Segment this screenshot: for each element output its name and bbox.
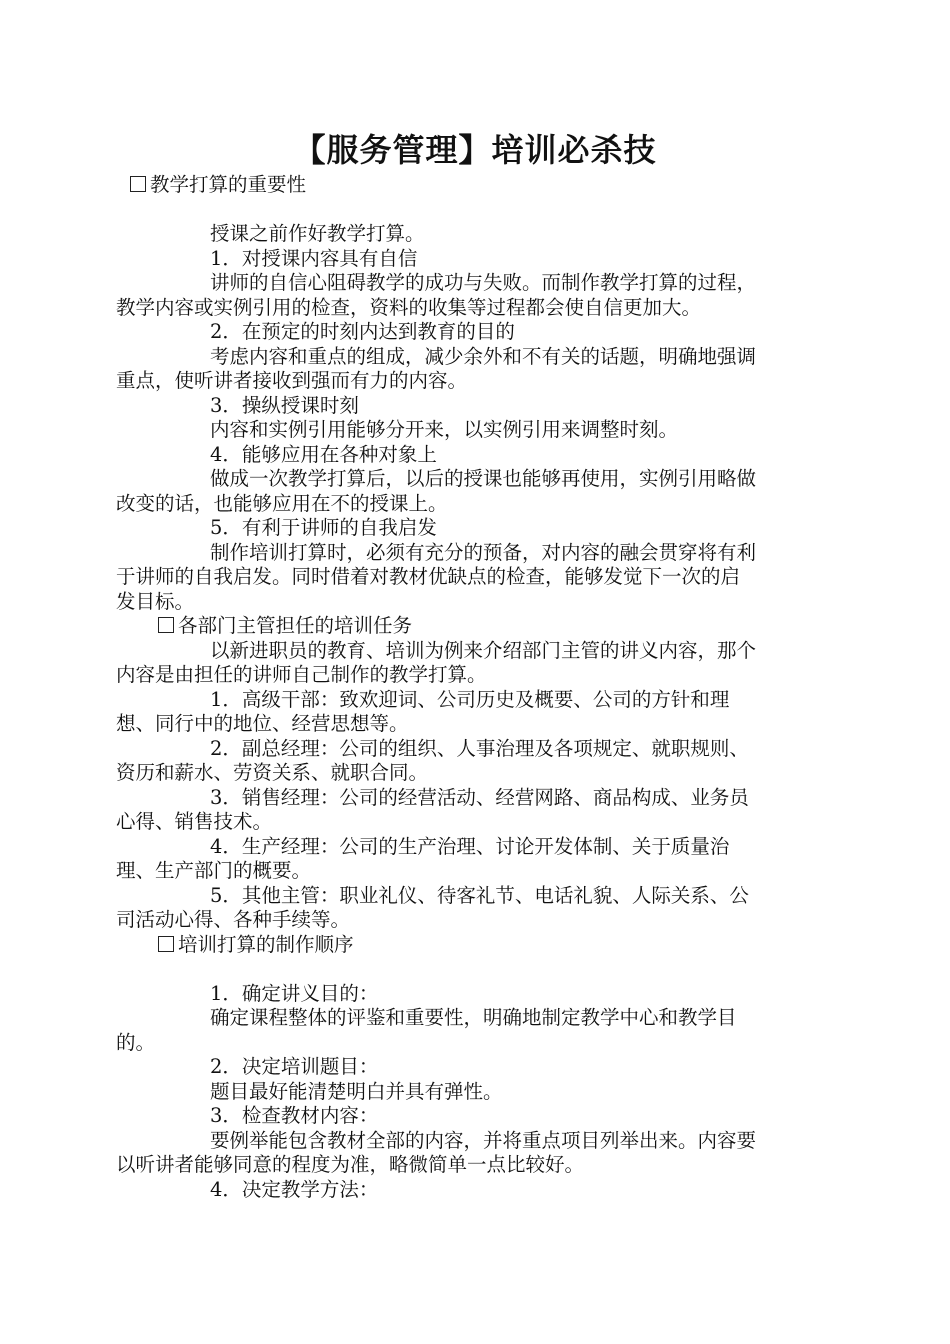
paragraph-line [116,541,834,566]
line-text: 心得、销售技术。 [116,810,273,833]
blank-line [116,957,834,982]
line-text: 要例举能包含教材全部的内容，并将重点项目列举出来。内容要 [210,1128,757,1152]
line-text: 想、同行中的地位、经营思想等。 [116,712,409,735]
paragraph-line [116,369,834,394]
line-text: 2．决定培训题目： [210,1055,379,1078]
paragraph-line [116,712,834,737]
paragraph-line [116,982,834,1007]
line-text: 考虑内容和重点的组成，减少余外和不有关的话题，明确地强调 [210,344,757,368]
paragraph-line [116,418,834,443]
line-text: 4．决定教学方法： [210,1177,379,1201]
checkbox-square-icon [158,936,174,952]
line-text: 制作培训打算时，必须有充分的预备，对内容的融会贯穿将有利 [210,540,757,564]
paragraph-line [116,345,834,370]
line-text: 改变的话，也能够应用在不的授课上。 [116,491,448,515]
line-text: 5．有利于讲师的自我启发 [210,516,437,539]
paragraph-line [116,859,834,884]
paragraph-line [116,1178,834,1203]
line-text: 培训打算的制作顺序 [178,932,354,956]
paragraph-line [116,1031,834,1056]
line-text: 教学打算的重要性 [150,173,307,196]
line-text: 2．在预定的时刻内达到教育的目的 [210,320,515,343]
line-text: 5．其他主管：职业礼仪、待客礼节、电话礼貌、人际关系、公 [210,883,749,907]
paragraph-line [116,639,834,664]
paragraph-line [116,1080,834,1105]
line-text: 发目标。 [116,589,195,613]
line-text: 1．对授课内容具有自信 [210,246,418,270]
line-text: 4．生产经理：公司的生产治理、讨论开发体制、关于质量治 [210,834,730,858]
line-text: 1．确定讲义目的： [210,981,379,1005]
paragraph-line [116,810,834,835]
paragraph-line [116,222,834,247]
paragraph-line [116,835,834,860]
line-text: 以听讲者能够同意的程度为准，略微简单一点比较好。 [116,1153,585,1176]
paragraph-line [116,663,834,688]
paragraph-line [116,1129,834,1154]
line-text: 的。 [116,1030,156,1054]
line-text: 确定课程整体的评鉴和重要性，明确地制定教学中心和教学目 [210,1006,737,1029]
line-text: 3．操纵授课时刻 [210,393,359,417]
line-text: 1．高级干部：致欢迎词、公司历史及概要、公司的方针和理 [210,687,730,711]
line-text: 2．副总经理：公司的组织、人事治理及各项规定、就职规则、 [210,736,749,760]
paragraph-line [116,394,834,419]
paragraph-line [116,688,834,713]
line-text: 题目最好能清楚明白并具有弹性。 [210,1079,503,1103]
paragraph-line [116,884,834,909]
line-text: 授课之前作好教学打算。 [210,222,425,245]
blank-line [116,198,834,223]
section-heading [116,173,834,198]
paragraph-line [116,271,834,296]
section-heading [116,933,834,958]
paragraph-line [116,492,834,517]
line-text: 讲师的自信心阻碍教学的成功与失败。而制作教学打算的过程， [210,271,757,294]
line-text: 内容和实例引用能够分开来，以实例引用来调整时刻。 [210,418,679,441]
paragraph-line [116,786,834,811]
paragraph-line [116,467,834,492]
paragraph-line [116,1153,834,1178]
line-text: 各部门主管担任的培训任务 [178,614,413,637]
paragraph-line [116,247,834,272]
line-text: 4．能够应用在各种对象上 [210,442,437,466]
paragraph-line [116,590,834,615]
line-text: 3．检查教材内容： [210,1104,379,1127]
line-text: 做成一次教学打算后，以后的授课也能够再使用，实例引用略做 [210,467,757,490]
line-text: 司活动心得、各种手续等。 [116,908,351,931]
paragraph-line [116,565,834,590]
checkbox-square-icon [130,176,146,192]
line-text: 资历和薪水、劳资关系、就职合同。 [116,761,429,784]
paragraph-line [116,908,834,933]
section-heading [116,614,834,639]
paragraph-line [116,320,834,345]
paragraph-line [116,761,834,786]
paragraph-line [116,737,834,762]
document-title: 【服务管理】培训必杀技 [293,131,657,169]
line-text: 重点，使听讲者接收到强而有力的内容。 [116,369,468,392]
document-body [116,173,834,1202]
line-text: 于讲师的自我启发。同时借着对教材优缺点的检查，能够发觉下一次的启 [116,565,741,588]
checkbox-square-icon [158,617,174,633]
paragraph-line [116,443,834,468]
line-text: 3．销售经理：公司的经营活动、经营网路、商品构成、业务员 [210,785,749,809]
paragraph-line [116,1104,834,1129]
line-text: 教学内容或实例引用的检查，资料的收集等过程都会使自信更加大。 [116,295,702,319]
line-text: 理、生产部门的概要。 [116,859,312,882]
line-text: 内容是由担任的讲师自己制作的教学打算。 [116,663,487,686]
paragraph-line [116,1006,834,1031]
paragraph-line [116,516,834,541]
paragraph-line [116,1055,834,1080]
paragraph-line [116,296,834,321]
line-text: 以新进职员的教育、培训为例来介绍部门主管的讲义内容，那个 [210,638,757,662]
